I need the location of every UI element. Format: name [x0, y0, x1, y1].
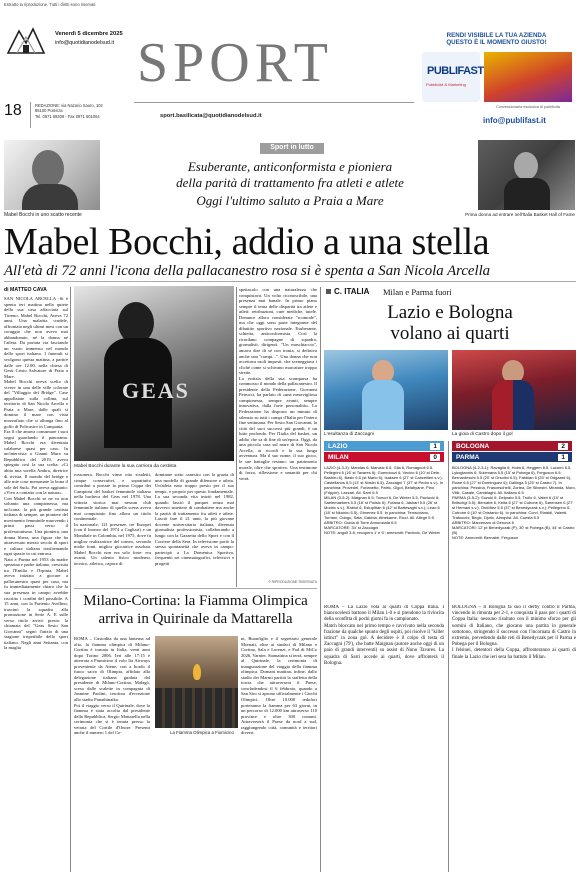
main-headline: Mabel Bocchi, addio a una stella — [4, 221, 490, 263]
main-article-column-3: dominare sotto canestro con la grazia di una modella di grande difensore e atleta. Un'atleta nata troppo presto per il suo tempo, e proprio per questo fondamentale. La sua seconda vita iniziò nel 1982, quando lasciò il parquet senza mai davvero smettere di combattere ma anche la parità di trattamento fra atleti e atlete. Lasciò fare il 21 anni, la più giovane docente universitaria italiana, divenuta giornalista professionista, collaborando a lungo con la Gazzetta dello Sport e con il Corriere della Sera. In televisione portò la stessa spontaneità che aveva in campo: partecipò a La Domenica Sportiva, frequentò set cinematografici, televisivi e progetti — [155, 472, 234, 566]
photo-olympic-flame — [155, 636, 238, 728]
main-signoff: © RIPRODUZIONE RISERVATA — [268, 580, 317, 584]
newspaper-logo-icon — [5, 25, 47, 55]
photo-mabel-career: GEAS — [74, 286, 234, 461]
coppa-kicker-secondary: Milan e Parma fuori — [383, 287, 452, 297]
milano-article-column-2: ni, Buonfiglio e il segretario generale Mornati, oltre ai sindaci di Milano e Cortina, Sala e Lorenzi, e Fad di MiCo 2026, Varnier. Stamattina si terrà, sempre al Quirinale, la cerimonia di inaugurazione del viaggio della fiamma olimpica. Domani mattina, infine, dallo stadio dei Marmi partirà la staffetta della torcia che attraverserà il Paese, concludendosi il 6 febbraio, quando a San Siro si aprono ufficialmente i Giochi Olimpici. Oltre 10.000 tedofori porteranno la fiamma per 63 giorni, in un percorso di 12.000 km attraverso 110 province e oltre 300 comuni. Attraverserà il Paese da nord a sud, raggiungendo città, comunità e territori diversi. — [241, 636, 317, 736]
section-email: sport.basilicata@quotidianodelsud.it — [160, 113, 262, 119]
score-row-home: BOLOGNA 2 — [452, 441, 572, 451]
photo-zaccagni — [324, 350, 448, 430]
lazio-milan-article: ROMA – La Lazio vola ai quarti di Coppa Italia. I biancocelesti battono il Milan 1-0 e si prendono la rivincita della sconfitta di pochi giorni fa in campionato. Match bloccato nel primo tempo e ravvivato nella seconda frazione da qualche spunto degli ospiti, poi risolve il "killer istinct" in zona gol. A decidere è il colpo di testa di Zaccagni (79'), che batte Maignan (autore anche oggi di un paio di grandi interventi) su assist di Nuno Tavares. La squadra di Sarri accede ai quarti, dove affronterà il Bologna. — [324, 605, 444, 666]
ad-sub: Concessionaria esclusiva di pubblicità — [496, 105, 560, 109]
ad-graphic — [484, 52, 572, 102]
coppa-kicker: C. ITALIA — [334, 287, 370, 296]
photo-caption-zaccagni: L'esultanza di Zaccagni — [324, 432, 374, 437]
newspaper-website: info@quotidianodelsud.it — [55, 40, 115, 46]
scorebox-lazio-milan — [324, 441, 444, 462]
main-article-column-4: spettacolo con una naturalezza che conquistava. Un volto riconoscibile, una presenza mai banale. In primo piano sempre il tema delle disparità tra atlete e atleti: retribuzioni, cure mediche, tutele. Denunce allora considerate "scomode", ma che oggi sono parte integrante del dibattito sportivo nazionale. Esuberante, schietta, anticonformista. Così la ricordano compagne di squadra, giornalisti, dirigenti. "Un maschiaccio", amava dire di sé con ironia, si definiva anche una "rompi...". Una donna che non accettava ruoli imposti, che sceneggiava i cliché come si schivano marcature troppo strette. La notizia della sua scomparsa ha commosso il mondo della pallacanestro. Il presidente della Federazione, Giovanni Petrucci, ha parlato di «una meravigliosa campionessa, sempre avanti, sempre innovativa, dalla forte personalità». La Federazione ha disposto un minuto di silenzio su tutti i campi d'Italia per l'intero fine settimana. Per Sesto San Giovanni, la città del suoi successi più grandi, è un lutto profondo. Per l'Italia del basket, un addio che sa di fine di un'epoca. Oggi, da una piccola casa sul mare di San Nicola Arcella, ai ricordi e la sua lunga avventura. Ma il suo nome, il suo gioco, le sue battaglie restano: un patrimonio morale, oltre che sportivo. Una testimone di forza, riflessione e umanità per chi verrà. — [239, 287, 317, 481]
score-row-away: MILAN 0 — [324, 452, 444, 462]
page-number: 18 — [4, 102, 22, 119]
section-title: SPORT — [137, 32, 333, 94]
photo-mabel-recent — [4, 140, 100, 210]
subheadline: Esuberante, anticonformista e pioniera della parità di trattamento fra atleti e atlete — [176, 159, 404, 190]
ad-web: info@publifast.it — [483, 116, 546, 125]
main-article-column-1: SAN NICOLA ARCELLA -Si è spenta ieri mattina nella quiete della sua casa affacciata sul Tirreno, Mabel Bocchi, Aveva 72 anni. Una malattia crudele, affrontata negli ultimi mesi con un coraggio che non aveva mai abbandonato, né la donna né l'atleta. Da portata via lasciando un vuoto immenso nel mondo dello sport italiano. I funerali si svolgono questa mattina, a partire dalle ore 12.00, nella chiesa di Gesù Cristo Salvatore di Praia a Mare. Mabel Bocchi aveva scelto di vivere in una delle ville colorate del "Villaggio del Bridge". Case appollaiate sulla collina, sul territorio di San Nicola Arcella e Praia a Mare, dalle quali si domina il mare con vista mozzafiato che si allunga fino al golfo di Policastro in Campania. Era lì che amava consumare i suoi sogni guardando il panorama. Mabel Bocchi era diventata calabrese quasi per caso. In un'intervista a Gianni Mura su Repubblica del 2019, aveva spiegato così la sua scelta: «Ci abita mia sorella Ambra, diretrice di rivista. Il mondo del bridge e alle mie cose menomate la bona il sole del Sud». Poi aveva aggiunto: «Vivo a contatto con la natura». Con Mabel Bocchi se ne va non soltanto una campionessa, ma un'icona: la più grande cestista italiana di sempre, un pioniere del movimento femminile muovendo i primi passi verso il professionismo. Una pioniera, una donna libera, una figura che ha attraversato mezzo secolo di sport e cultura italiana trasformando ogni spazio in cui entrava. Nata a Parma nel 1953 da madre spezzina e padre italiano, cresciuta tra l'Emilia e l'Irpinia, Mabel aveva iniziato a giocare a pallacanestro quasi per caso, ma fu immediatamente chiaro che la sua presenza in campo avrebbe riscritto i confini del possibile. A 15 anni, con la Partenio Avellino, trascinò la squadra alla promozione in Serie A. E sulle verso titolo arrivò presto: la chiamata del "Geas Sesto San Giovanni" segnò l'inizio di una stagione irripetibile dello sport italiano. Negli anni Settanta, con la maglia — [4, 296, 68, 651]
photo-caption-castro: La gioia di Castro dopo il gol — [452, 432, 513, 437]
bologna-parma-lineups: BOLOGNA (4-2-3-1): Ravaglia 6; Holm 6, Heggem 6.5, Lucumí 6.5, Lykogiannis 6; Sulemana 5.5 (15' st Pobega 6), Ferguson 6.5; Bernardeschi 5.5 (20' st Orsolini 6.5), Fabbian 6 (25' st Odgaard 6), Rowe 6.5 (27' st Dominguez 6); Dallinga 5 (25' st Castro 7). In panchina: Pessina, Franceschelli, Zortea, De Silvestri, Miranda, Moro, Vitik, Casale, Cambiaghi. All. Italiano 6.5 PARMA (3-5-2): Suzuki 6; Delprato 5.5, Troilo 6, Valeri 6 (10' st Britschgi 5.5); Bernabé 6, Keita 6 (27' st Cutrone 6), Sørensen 6 (27' st Hernani s.v.), Ordóñez 5.5 (37' st Benedyczak s.v.); Pellegrino 6, Cutrone 6 (10' st Oristanio 6). In panchina: Corvi, Rinaldi, Valenti, Trabucchi, Begic, Djuric, Almqvist. All. Cuesta 5.5 ARBITRO: Marcenaro di Genova 6 MARCATORI: 12' pt Benedyczak (P), 30' st Pobega (B), 44' st Castro (B) NOTE: Ammoniti: Bernabé, Ferguson — [452, 465, 576, 540]
photo-caption-career: Mabel Bocchi durante la sua carriera da cestista — [74, 464, 177, 469]
issue-date: Venerdì 5 dicembre 2025 — [55, 31, 123, 37]
photo-caption-flame: La Fiamma Olimpica a Fiumicino — [170, 730, 234, 735]
milano-article-column-1: ROMA – Custodita da una lanterna ad olio, la fiamma olimpica di Milano-Cortina è tornata in Italia, venti anni dopo Torino 2006. Ieri alle 17:15 è atterrata a Fiumicino il volo Ita Airways proveniente da Atene, con a bordo il fuoco sacro di Olimpia, affidato alla delegazione italiana guidata dal presidente di Milano-Cortina, Malagò, sceso dalle scalette in compagnia di Jasmine Paolini, tesofora d'eccezione allo stadio Panathinaiko. Poi il viaggio verso il Quirinale, dove la fiamma è stata accolta dal presidente della Repubblica, Sergio Mattarella nella cerimonia che si è tenuta presso la vetrata del Cortile d'Onore. Presenti anche il numero 1 del Co- — [74, 636, 150, 736]
editorial-address: REDAZIONE: via Nazario Sauro, 102 85100 Potenza Tel. 0971 69309 - Fax 0971 601064 — [35, 103, 103, 119]
score-row-home: LAZIO 1 — [324, 441, 444, 451]
main-deck: All'età di 72 anni l'icona della pallacanestro rosa si è spenta a San Nicola Arcella — [4, 263, 491, 279]
publifast-ad[interactable] — [420, 32, 573, 128]
photo-caption-hall-of-fame: Prima donna ad entrare nell'Italia Basket Hall of Fame — [465, 212, 575, 217]
milano-cortina-headline: Milano-Cortina: la Fiamma Olimpica arriva in Quirinale da Mattarella — [83, 593, 308, 627]
photo-caption-recent: Mabel Bocchi in uno scatto recente — [4, 212, 82, 218]
bologna-parma-article: BOLOGNA – Il Bologna fa suo il derby contro il Parma, vincendo in rimonta per 2-1, e conquista il pass per i quarti di Coppa Italia: nessuno risultato con il minimo sforzo per gli uomini di Italiano, che giocano una partita in generale sottotono, stringendo il successo con l'incornata di Castro in extremis, prevedendo dalle reti di Benedyczak per il Parma e Pobega per il Bologna. I felsinei, detentori della Coppa, affronteranno ai quarti di finale la Lazio che ieri sera ha battuto il Milan. — [452, 605, 576, 660]
subheadline-funeral: Oggi l'ultimo saluto a Praia a Mare — [196, 193, 384, 208]
byline: di MATTEO CAVA — [4, 287, 47, 293]
kicker-sport-in-lutto: Sport in lutto — [270, 144, 314, 151]
score-row-away: PARMA 1 — [452, 452, 572, 462]
photo-castro — [452, 350, 576, 430]
main-article-column-2: rossonera, Bocchi vinse otto scudetti, cinque consecutivi, e soprattutto contribuì a portare la prima Coppa dei Campioni del basket femminile italiano nella bacheca del Geas nel 1978. Una vittoria storica mai nessun club femminile italiano di quella scena aveva mai conquistato fino allora un titolo continentale. In nazionale, 121 presenze, tre Europei (con il bronzo del 1974 a Cagliari) e un Mondiale in Colombia, nel 1975, dove fu miglior realizzatrice del torneo, secondo molte fonti, miglior giocatrice assoluta. Mabel Bocchi non era solo forte: era avanti. Un talento fisico moderno, tecnico, atletico, capace di — [74, 472, 151, 566]
kicker-square-icon — [326, 289, 331, 294]
ad-tagline: Pubblicità & Marketing — [426, 82, 466, 87]
coppa-headline: Lazio e Bologna volano ai quarti — [387, 302, 513, 344]
scorebox-bologna-parma — [452, 441, 572, 462]
masthead — [0, 9, 580, 134]
photo-hall-of-fame — [478, 140, 575, 210]
repro-notice: Estratto la riproduzione. Tutti i diritti sono riservati — [4, 2, 96, 7]
lazio-milan-lineups: LAZIO (4-3-3): Mandas 6; Marusic 6.5, Gila 6, Romagnoli 6.5, Pellegrini 6 (16' st Tavares 6); Guendouzi 6, Vecino 6 (10' st Dele-Bashiru 6), Basic 6.5 (st Mario 6); Isaksen 6 (27' st Cancellieri s.v.), Castellanos 6.5 (13' st Noslin 6.5), Zaccagni 7 (37' st Pedro s.v.). In panchina: Provedel, Furlanetto, Patric, Gigot, Belahyane, Pino (Frippie). Lazzari. All. Sarri 6.5 MILAN (3-5-2): Maignan 6.5; Tomori 6, De Winter 5.5, Pavlović 6; Saelemaekers 5.5 (16' st Pulisic 6), Fofana 6, Jashari 5.5 (26' st Modric s.v.), Rabiot 6, Estupiñán 6 (42' st Bartesaghi s.v.); Leao 6 (18' st Nkunku 5.5), Gimenez 5.5. In panchina: Terracciano, Torriani, Odogu, Sala, Gabbia, Athekame, Ricci. All. Allegri 5.5 ARBITRO: Guida di Torre Annunziata 6.5 MARCATORE: 34' st Zaccagni NOTE: angoli 3-6; recupero 1' e 5'; ammoniti: Pavlović, De Winter — [324, 465, 444, 535]
ad-brand: PUBLIFAST — [427, 65, 484, 77]
ad-headline: RENDI VISIBILE LA TUA AZIENDA QUESTO È IL MOMENTO GIUSTO! — [446, 32, 547, 47]
